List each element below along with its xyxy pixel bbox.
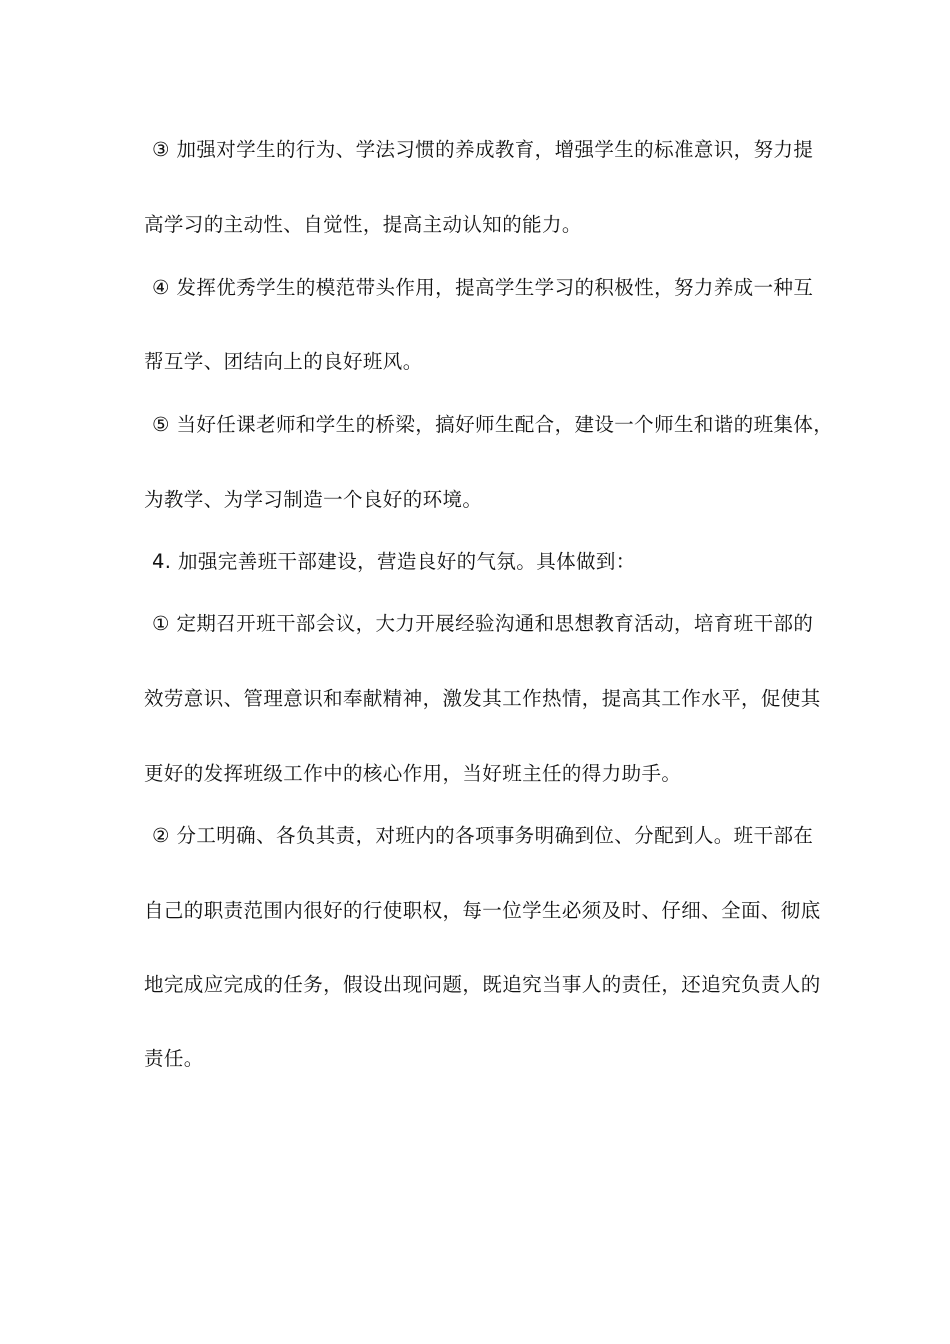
paragraph-item-3-line-1: ③ 加强对学生的行为、学法习惯的养成教育，增强学生的标准意识，努力提 [152,138,814,161]
section-heading-4: 4. 加强完善班干部建设，营造良好的气氛。具体做到： [152,550,636,573]
paragraph-item-5-line-2: 为教学、为学习制造一个良好的环境。 [144,488,483,511]
paragraph-item-3-line-2: 高学习的主动性、自觉性，提高主动认知的能力。 [144,213,582,236]
paragraph-item-4-line-1: ④ 发挥优秀学生的模范带头作用，提高学生学习的积极性，努力养成一种互 [152,276,814,299]
paragraph-item-2-line-3: 地完成应完成的任务，假设出现问题，既追究当事人的责任，还追究负责人的 [144,973,821,996]
paragraph-item-1-line-3: 更好的发挥班级工作中的核心作用，当好班主任的得力助手。 [144,762,682,785]
paragraph-item-2-line-2: 自己的职责范围内很好的行使职权，每一位学生必须及时、仔细、全面、彻底 [144,899,821,922]
paragraph-item-2-line-4: 责任。 [144,1047,204,1070]
paragraph-item-1-line-2: 效劳意识、管理意识和奉献精神，激发其工作热情，提高其工作水平，促使其 [144,687,821,710]
paragraph-item-2-line-1: ② 分工明确、各负其责，对班内的各项事务明确到位、分配到人。班干部在 [152,824,814,847]
paragraph-item-4-line-2: 帮互学、团结向上的良好班风。 [144,350,423,373]
paragraph-item-1-line-1: ① 定期召开班干部会议，大力开展经验沟通和思想教育活动，培育班干部的 [152,612,814,635]
paragraph-item-5-line-1: ⑤ 当好任课老师和学生的桥梁，搞好师生配合，建设一个师生和谐的班集体， [152,413,834,436]
